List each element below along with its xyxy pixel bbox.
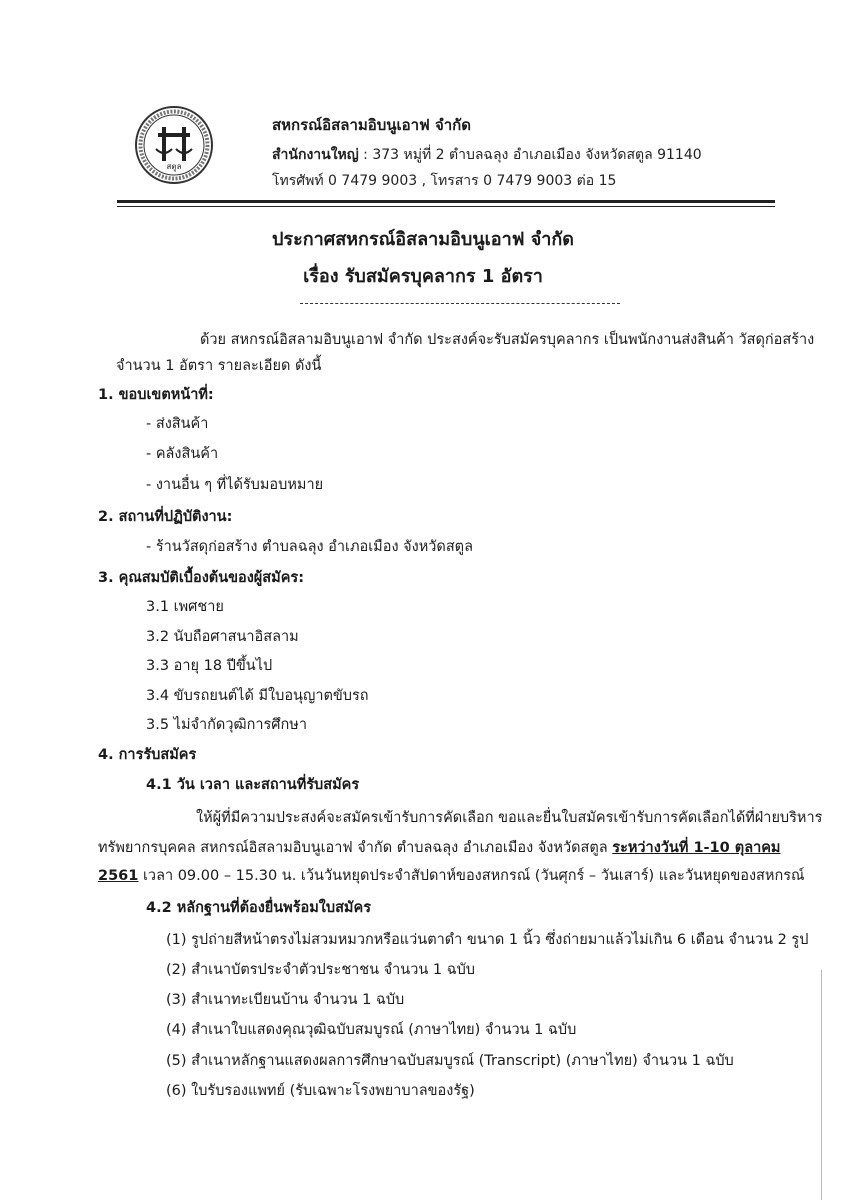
- announcement-subject: เรื่อง รับสมัครบุคลากร 1 อัตรา: [303, 266, 543, 287]
- document-item: (2) สำเนาบัตรประจำตัวประชาชน จำนวน 1 ฉบับ: [166, 962, 475, 978]
- section-4-1-line-2-text: ทรัพยากรบุคคล สหกรณ์อิสลามอิบนูเอาฟ จำกัด ตำบลฉลุง อำเภอเมือง จังหวัดสตูล: [98, 840, 613, 856]
- address-text: : 373 หมู่ที่ 2 ตำบลฉลุง อำเภอเมือง จังหวัดสตูล 91140: [358, 147, 702, 163]
- document-item: (5) สำเนาหลักฐานแสดงผลการศึกษาฉบับสมบูรณ์ (Transcript) (ภาษาไทย) จำนวน 1 ฉบับ: [166, 1053, 734, 1069]
- svg-text:สตูล: สตูล: [166, 162, 182, 171]
- application-year: 2561: [98, 868, 139, 884]
- section-1-item: - คลังสินค้า: [146, 446, 219, 462]
- document-item: (4) สำเนาใบแสดงคุณวุฒิฉบับสมบูรณ์ (ภาษาไทย) จำนวน 1 ฉบับ: [166, 1022, 577, 1038]
- section-3-item: 3.3 อายุ 18 ปีขึ้นไป: [146, 658, 273, 674]
- title-divider: [300, 303, 620, 304]
- section-4-1-line-2: [98, 836, 780, 859]
- section-1-item: - ส่งสินค้า: [146, 416, 209, 432]
- announcement-title: ประกาศสหกรณ์อิสลามอิบนูเอาฟ จำกัด: [272, 229, 574, 250]
- section-3-item: 3.4 ขับรถยนต์ได้ มีใบอนุญาตขับรถ: [146, 688, 369, 704]
- head-office-address: [272, 144, 702, 166]
- section-3-item: 3.2 นับถือศาสนาอิสลาม: [146, 629, 299, 645]
- section-4-1-line-1: ให้ผู้ที่มีความประสงค์จะสมัครเข้ารับการคัดเลือก ขอและยื่นใบสมัครเข้ารับการคัดเลือกได้ที่ฝ่ายบริหาร: [196, 810, 823, 826]
- section-4-heading: 4. การรับสมัคร: [98, 747, 197, 763]
- section-3-heading: 3. คุณสมบัติเบื้องต้นของผู้สมัคร:: [98, 570, 304, 586]
- section-4-1-line-3: [98, 864, 804, 887]
- application-date-range: ระหว่างวันที่ 1-10 ตุลาคม: [612, 840, 781, 856]
- document-item: (6) ใบรับรองแพทย์ (รับเฉพาะโรงพยาบาลของรัฐ): [166, 1083, 475, 1099]
- section-1-item: - งานอื่น ๆ ที่ได้รับมอบหมาย: [146, 477, 324, 493]
- section-2-item: - ร้านวัสดุก่อสร้าง ตำบลฉลุง อำเภอเมือง จังหวัดสตูล: [146, 539, 473, 555]
- scan-edge-line: [821, 970, 822, 1200]
- contact-line: โทรศัพท์ 0 7479 9003 , โทรสาร 0 7479 9003 ต่อ 15: [272, 173, 617, 189]
- document-item: (3) สำเนาทะเบียนบ้าน จำนวน 1 ฉบับ: [166, 992, 405, 1008]
- header-rule-thick: [117, 200, 775, 203]
- organization-name: สหกรณ์อิสลามอิบนูเอาฟ จำกัด: [272, 116, 471, 134]
- section-4-2-heading: 4.2 หลักฐานที่ต้องยื่นพร้อมใบสมัคร: [146, 900, 371, 916]
- cooperative-seal-logo: [134, 105, 214, 185]
- address-label: สำนักงานใหญ่: [272, 147, 359, 163]
- section-1-heading: 1. ขอบเขตหน้าที่:: [98, 387, 214, 403]
- section-4-1-line-3-text: เวลา 09.00 – 15.30 น. เว้นวันหยุดประจำสัปดาห์ของสหกรณ์ (วันศุกร์ – วันเสาร์) และวันหยุดของสหกรณ์: [138, 868, 805, 884]
- section-2-heading: 2. สถานที่ปฏิบัติงาน:: [98, 509, 233, 525]
- intro-line-1: ด้วย สหกรณ์อิสลามอิบนูเอาฟ จำกัด ประสงค์จะรับสมัครบุคลากร เป็นพนักงานส่งสินค้า วัสดุก่อสร้าง: [200, 332, 815, 348]
- section-4-1-heading: 4.1 วัน เวลา และสถานที่รับสมัคร: [146, 777, 360, 793]
- section-3-item: 3.1 เพศชาย: [146, 599, 224, 615]
- document-item: (1) รูปถ่ายสีหน้าตรงไม่สวมหมวกหรือแว่นตาดำ ขนาด 1 นิ้ว ซึ่งถ่ายมาแล้วไม่เกิน 6 เดือน จำนวน 2 รูป: [166, 932, 809, 948]
- section-3-item: 3.5 ไม่จำกัดวุฒิการศึกษา: [146, 717, 307, 733]
- header-rule-thin: [117, 206, 775, 207]
- intro-line-2: จำนวน 1 อัตรา รายละเอียด ดังนี้: [116, 358, 322, 374]
